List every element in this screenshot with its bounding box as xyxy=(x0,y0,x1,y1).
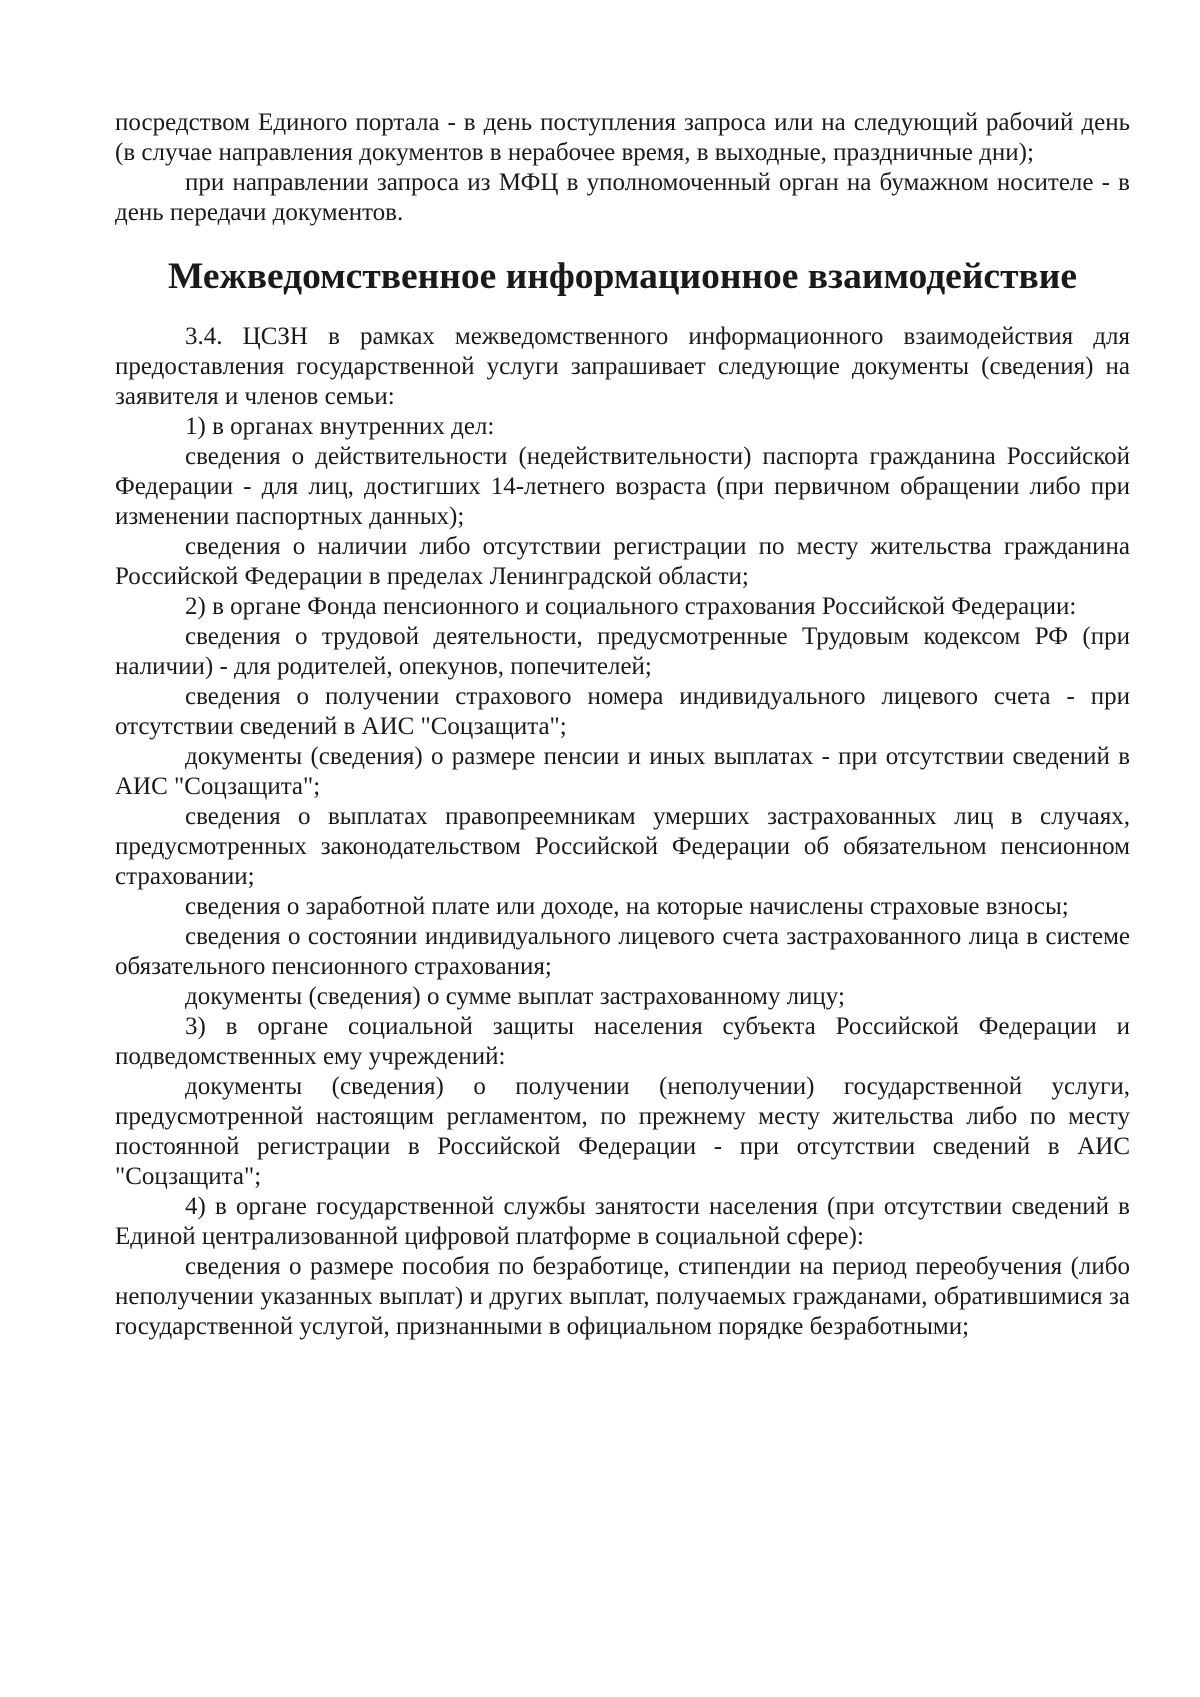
paragraph-3-4: 3.4. ЦСЗН в рамках межведомственного информационного взаимодействия для предоставления государственной услуги запрашивает следующие документы (сведения) на заявителя и членов семьи: xyxy=(115,323,1130,410)
document-page xyxy=(115,108,1130,1342)
list-item-social-protection: 3) в органе социальной защиты населения субъекта Российской Федерации и подведомственных ему учреждений: xyxy=(115,1013,1130,1070)
list-item-pension-amount: документы (сведения) о размере пенсии и иных выплатах - при отсутствии сведений в АИС "Соцзащита"; xyxy=(115,743,1130,800)
list-item-snils: сведения о получении страхового номера индивидуального лицевого счета - при отсутствии сведений в АИС "Соцзащита"; xyxy=(115,683,1130,740)
list-item-successor-payments: сведения о выплатах правопреемникам умерших застрахованных лиц в случаях, предусмотренных законодательством Российской Федерации об обязательном пенсионном страховании; xyxy=(115,803,1130,890)
list-item-salary: сведения о заработной плате или доходе, на которые начислены страховые взносы; xyxy=(185,893,1069,920)
list-item-employment-service: 4) в органе государственной службы занятости населения (при отсутствии сведений в Единой централизованной цифровой платформе в социальной сфере): xyxy=(115,1193,1130,1250)
section-heading: Межведомственное информационное взаимодействие xyxy=(168,256,1077,297)
list-item-payments-sum: документы (сведения) о сумме выплат застрахованному лицу; xyxy=(185,983,845,1010)
list-item-account-status: сведения о состоянии индивидуального лицевого счета застрахованного лица в системе обязательного пенсионного страхования; xyxy=(115,923,1130,980)
list-item-unemployment-benefit: сведения о размере пособия по безработице, стипендии на период переобучения (либо неполучении указанных выплат) и других выплат, получаемых гражданами, обратившимися за государственной услугой, признанными в официальном порядке безработными; xyxy=(115,1253,1130,1340)
list-item-service-receipt: документы (сведения) о получении (неполучении) государственной услуги, предусмотренной настоящим регламентом, по прежнему месту жительства либо по месту постоянной регистрации в Российской Федерации - при отсутствии сведений в АИС "Соцзащита"; xyxy=(115,1073,1130,1190)
list-item-labor-activity: сведения о трудовой деятельности, предусмотренные Трудовым кодексом РФ (при наличии) - для родителей, опекунов, попечителей; xyxy=(115,623,1130,680)
list-item-passport-validity: сведения о действительности (недействительности) паспорта гражданина Российской Федерации - для лиц, достигших 14-летнего возраста (при первичном обращении либо при изменении паспортных данных); xyxy=(115,443,1130,530)
paragraph-mfc-deadline: при направлении запроса из МФЦ в уполномоченный орган на бумажном носителе - в день передачи документов. xyxy=(115,169,1130,226)
list-item-registration: сведения о наличии либо отсутствии регистрации по месту жительства гражданина Российской Федерации в пределах Ленинградской области; xyxy=(115,533,1130,590)
list-item-internal-affairs: 1) в органах внутренних дел: xyxy=(185,413,495,440)
list-item-pension-fund: 2) в органе Фонда пенсионного и социального страхования Российской Федерации: xyxy=(185,593,1077,620)
paragraph-portal-deadline: посредством Единого портала - в день поступления запроса или на следующий рабочий день (в случае направления документов в нерабочее время, в выходные, праздничные дни); xyxy=(115,109,1130,166)
